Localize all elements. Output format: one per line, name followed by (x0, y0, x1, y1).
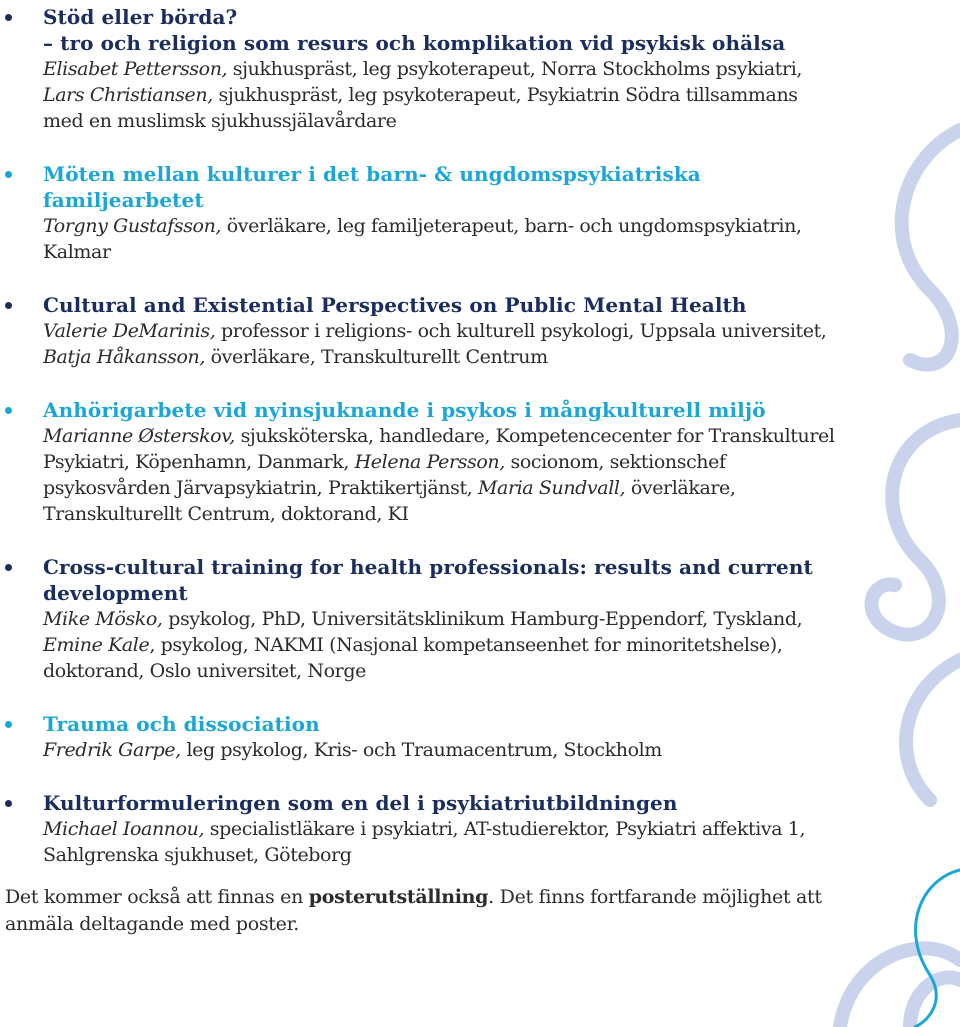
session-title: Kulturformuleringen som en del i psykiatriutbildningen (43, 791, 678, 815)
session-speakers (43, 606, 840, 684)
bullet-icon (5, 14, 12, 21)
session-item (0, 4, 840, 134)
session-title: Cultural and Existential Perspectives on Public Mental Health (43, 293, 747, 317)
speaker-role: professor i religions- och kulturell psykologi, Uppsala universitet, (215, 320, 827, 342)
speaker-role: sjuksköterska, handledare, Kompetencecenter for Transkulturel Psykiatri, Köpenhamn, Danmark, (43, 425, 835, 473)
speaker-name: Fredrik Garpe, (43, 739, 181, 761)
session-speakers (43, 318, 840, 370)
session-speakers (43, 423, 840, 527)
poster-note-emphasis: posterutställning (308, 886, 489, 908)
speaker-name: Maria Sundvall, (477, 477, 626, 499)
bullet-icon (5, 407, 12, 414)
speaker-name: Marianne Østerskov, (43, 425, 235, 447)
speaker-name: Emine Kale (43, 634, 150, 656)
bullet-icon (5, 302, 12, 309)
speaker-name: Valerie DeMarinis, (43, 320, 216, 342)
speaker-role: överläkare, leg familjeterapeut, barn- och ungdomspsykiatrin, Kalmar (43, 215, 802, 263)
speaker-role: sjukhuspräst, leg psykoterapeut, Psykiatrin Södra tillsammans med en muslimsk sjukhussjälavårdare (43, 84, 798, 132)
speaker-role: psykolog, PhD, Universitätsklinikum Hamburg-Eppendorf, Tyskland, (162, 608, 803, 630)
session-speakers (43, 213, 840, 265)
poster-note-text: . Det finns fortfarande möjlighet att anmäla deltagande med poster. (5, 886, 822, 935)
session-title: Cross-cultural training for health professionals: results and current development (43, 555, 813, 605)
session-subtitle: – tro och religion som resurs och komplikation vid psykisk ohälsa (43, 31, 786, 55)
session-item (0, 292, 840, 370)
session-item (0, 790, 840, 868)
speaker-name: Lars Christiansen, (43, 84, 213, 106)
poster-note (5, 884, 830, 938)
session-speakers (43, 816, 840, 868)
bullet-icon (5, 721, 12, 728)
speaker-name: Helena Persson, (354, 451, 505, 473)
session-item (0, 397, 840, 527)
session-title: Möten mellan kulturer i det barn- & ungdomspsykiatriska familjearbetet (43, 162, 701, 212)
speaker-role: specialistläkare i psykiatri, AT-studierektor, Psykiatri affektiva 1, Sahlgrenska sjukhuset, Göteborg (43, 818, 806, 866)
bullet-icon (5, 171, 12, 178)
session-speakers (43, 737, 840, 763)
bullet-icon (5, 564, 12, 571)
session-item (0, 554, 840, 684)
speaker-role: , psykolog, NAKMI (Nasjonal kompetanseenhet for minoritetshelse), doktorand, Oslo universitet, Norge (43, 634, 783, 682)
session-title: Trauma och dissociation (43, 712, 320, 736)
poster-note-text: Det kommer också att finnas en (5, 886, 309, 908)
speaker-role: sjukhuspräst, leg psykoterapeut, Norra Stockholms psykiatri, (227, 58, 803, 80)
speaker-name: Elisabet Pettersson, (43, 58, 228, 80)
session-list (0, 4, 840, 895)
bullet-icon (5, 800, 12, 807)
session-speakers (43, 56, 840, 134)
speaker-name: Mike Mösko, (43, 608, 163, 630)
session-title: Anhörigarbete vid nyinsjuknande i psykos i mångkulturell miljö (43, 398, 766, 422)
speaker-name: Batja Håkansson, (43, 346, 205, 368)
speaker-role: socionom, sektionschef psykosvården Järvapsykiatrin, Praktikertjänst, (43, 451, 726, 499)
speaker-role: överläkare, Transkulturellt Centrum, doktorand, KI (43, 477, 736, 525)
speaker-name: Torgny Gustafsson, (43, 215, 222, 237)
session-item (0, 711, 840, 763)
speaker-role: leg psykolog, Kris- och Traumacentrum, Stockholm (180, 739, 662, 761)
speaker-role: överläkare, Transkulturellt Centrum (204, 346, 548, 368)
speaker-name: Michael Ioannou, (43, 818, 205, 840)
session-item (0, 161, 840, 265)
session-title: Stöd eller börda? (43, 5, 238, 29)
